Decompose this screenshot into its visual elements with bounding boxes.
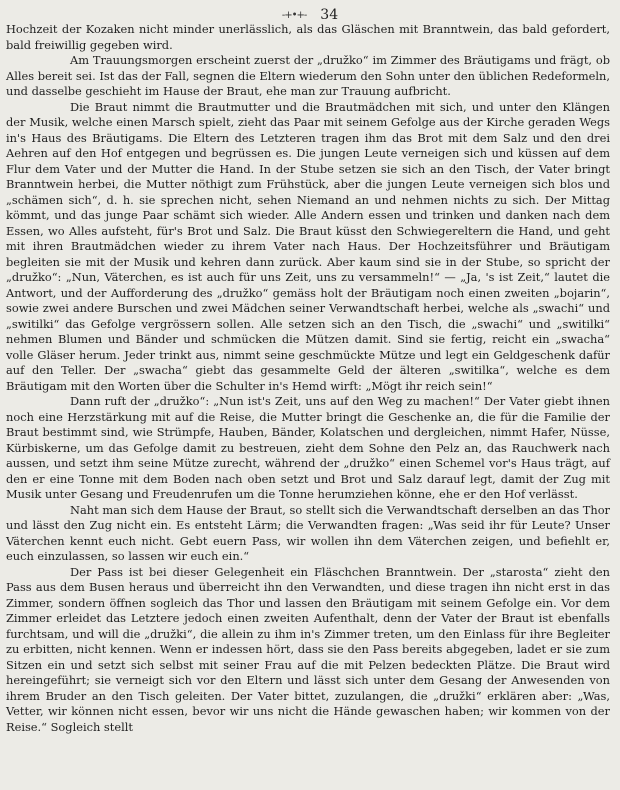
body-text [6,22,610,782]
paragraph-5: Naht man sich dem Hause der Braut, so stellt sich die Verwandtschaft derselben an das Thor und lässt den Zug nicht ein. Es entsteht Lärm; die Verwandten fragen: „Was seid ihr für Leute? Unser Väterchen kennt euch nicht. Gebt euern Pass, wir wollen ihn dem Väterchen zeigen, und befiehlt er, euch einzulassen, so lassen wir euch ein.“ [6,502,610,563]
paragraph-6: Der Pass ist bei dieser Gelegenheit ein Fläschchen Branntwein. Der „starosta“ zieht den Pass aus dem Busen heraus und überreicht ihn den Verwandten, und diese tragen ihn nicht erst in das Zimmer, sondern öffnen sogleich das Thor und lassen den Bräutigam mit seinem Gefolge ein. Vor dem Zimmer erleidet das Letztere jedoch einen zweiten Aufenthalt, denn der Vater der Braut ist ebenfalls furchtsam, und will die „družki“, die allein zu ihm in's Zimmer treten, um den Einlass für ihre Begleiter zu erbitten, nicht kennen. Wenn er indessen hört, dass sie den Pass bereits abgegeben, ladet er sie zum Sitzen ein und setzt sich selbst mit seiner Frau auf die mit Pelzen bedeckten Plätze. Die Braut wird hereingeführt; sie verneigt sich vor den Eltern und lässt sich unter dem Gesang der Anwesenden von ihrem Bruder an den Tisch geleiten. Der Vater bittet, zuzulangen, die „družki“ erklären aber: „Was, Vetter, wir können nicht essen, bevor wir uns nicht die Hände gewaschen haben; wir kommen von der Reise.“ Sogleich stellt [6,564,610,734]
paragraph-4: Dann ruft der „družko“: „Nun ist's Zeit, uns auf den Weg zu machen!“ Der Vater giebt ihnen noch eine Herzstärkung mit auf die Reise, die Mutter bringt die Geschenke an, die für die Familie der Braut bestimmt sind, wie Strümpfe, Hauben, Bänder, Kolatschen und dergleichen, nimmt Hafer, Nüsse, Kürbiskerne, um das Gefolge damit zu bestreuen, zieht dem Sohne den Pelz an, das Rauchwerk nach aussen, und setzt ihm seine Mütze zurecht, während der „družko“ einen Schemel vor's Haus trägt, auf den er eine Tonne mit dem Boden nach oben setzt und Brot und Salz darauf legt, damit der Zug mit Musik unter Gesang und Freudenrufen um die Tonne herumziehen könne, ehe er den Hof verlässt. [6,394,610,501]
paragraph-1: Hochzeit der Kozaken nicht minder unerlässlich, als das Gläschen mit Branntwein, das bald gefordert, bald freiwillig gegeben wird. [6,22,610,52]
paragraph-2: Am Trauungsmorgen erscheint zuerst der „družko“ im Zimmer des Bräutigams und frägt, ob Alles bereit sei. Ist das der Fall, segnen die Eltern wiederum den Sohn unter den üblichen Redeformeln, und dasselbe geschieht im Hause der Braut, ehe man zur Trauung aufbricht. [6,53,610,98]
page-number: 34 [320,7,339,23]
header-ornament-left: -+•+- [281,9,307,21]
paragraph-3: Die Braut nimmt die Brautmutter und die Brautmädchen mit sich, und unter den Klängen der Musik, welche einen Marsch spielt, zieht das Paar mit seinem Gefolge aus der Kirche geraden Wegs in's Haus des Bräutigams. Die Eltern des Letzteren tragen ihm das Brot mit dem Salz und den drei Aehren auf den Hof entgegen und begrüssen es. Die jungen Leute verneigen sich und küssen auf dem Flur dem Vater und der Mutter die Hand. In der Stube setzen sie sich an den Tisch, der Vater bringt Branntwein herbei, die Mutter nöthigt zum Frühstück, aber die jungen Leute verneigen sich blos und „schämen sich“, d. h. sie sprechen nicht, sehen Niemand an und nehmen nichts zu sich. Der Mittag kömmt, und das junge Paar schämt sich wieder. Alle Andern essen und trinken und danken nach dem Essen, wo Alles aufsteht, für's Brot und Salz. Die Braut küsst den Schwiegereltern die Hand, und geht mit ihren Brautmädchen wieder zu ihrem Vater nach Haus. Der Hochzeitsführer und Bräutigam begleiten sie mit der Musik und kehren dann zurück. Aber kaum sind sie in der Stube, so spricht der „družko“: „Nun, Väterchen, es ist auch für uns Zeit, uns zu versammeln!“ — „Ja, 's ist Zeit,“ lautet die Antwort, und der Aufforderung des „družko“ gemäss holt der Bräutigam noch einen zweiten „bojarin“, sowie zwei andere Burschen und zwei Mädchen seiner Verwandtschaft herbei, welche als „swachi“ und „switilki“ das Gefolge vergrössern sollen. Alle setzen sich an den Tisch, die „swachi“ und „switilki“ nehmen Blumen und Bänder und schmücken die Mützen damit. Sind sie fertig, reicht ein „swacha“ volle Gläser herum. Jeder trinkt aus, nimmt seine geschmückte Mütze und legt ein Geldgeschenk dafür auf den Teller. Der „swacha“ giebt das gesammelte Geld der älteren „switilka“, welche es dem Bräutigam mit den Worten über die Schulter in's Hemd wirft: „Mögt ihr reich sein!“ [6,99,610,393]
